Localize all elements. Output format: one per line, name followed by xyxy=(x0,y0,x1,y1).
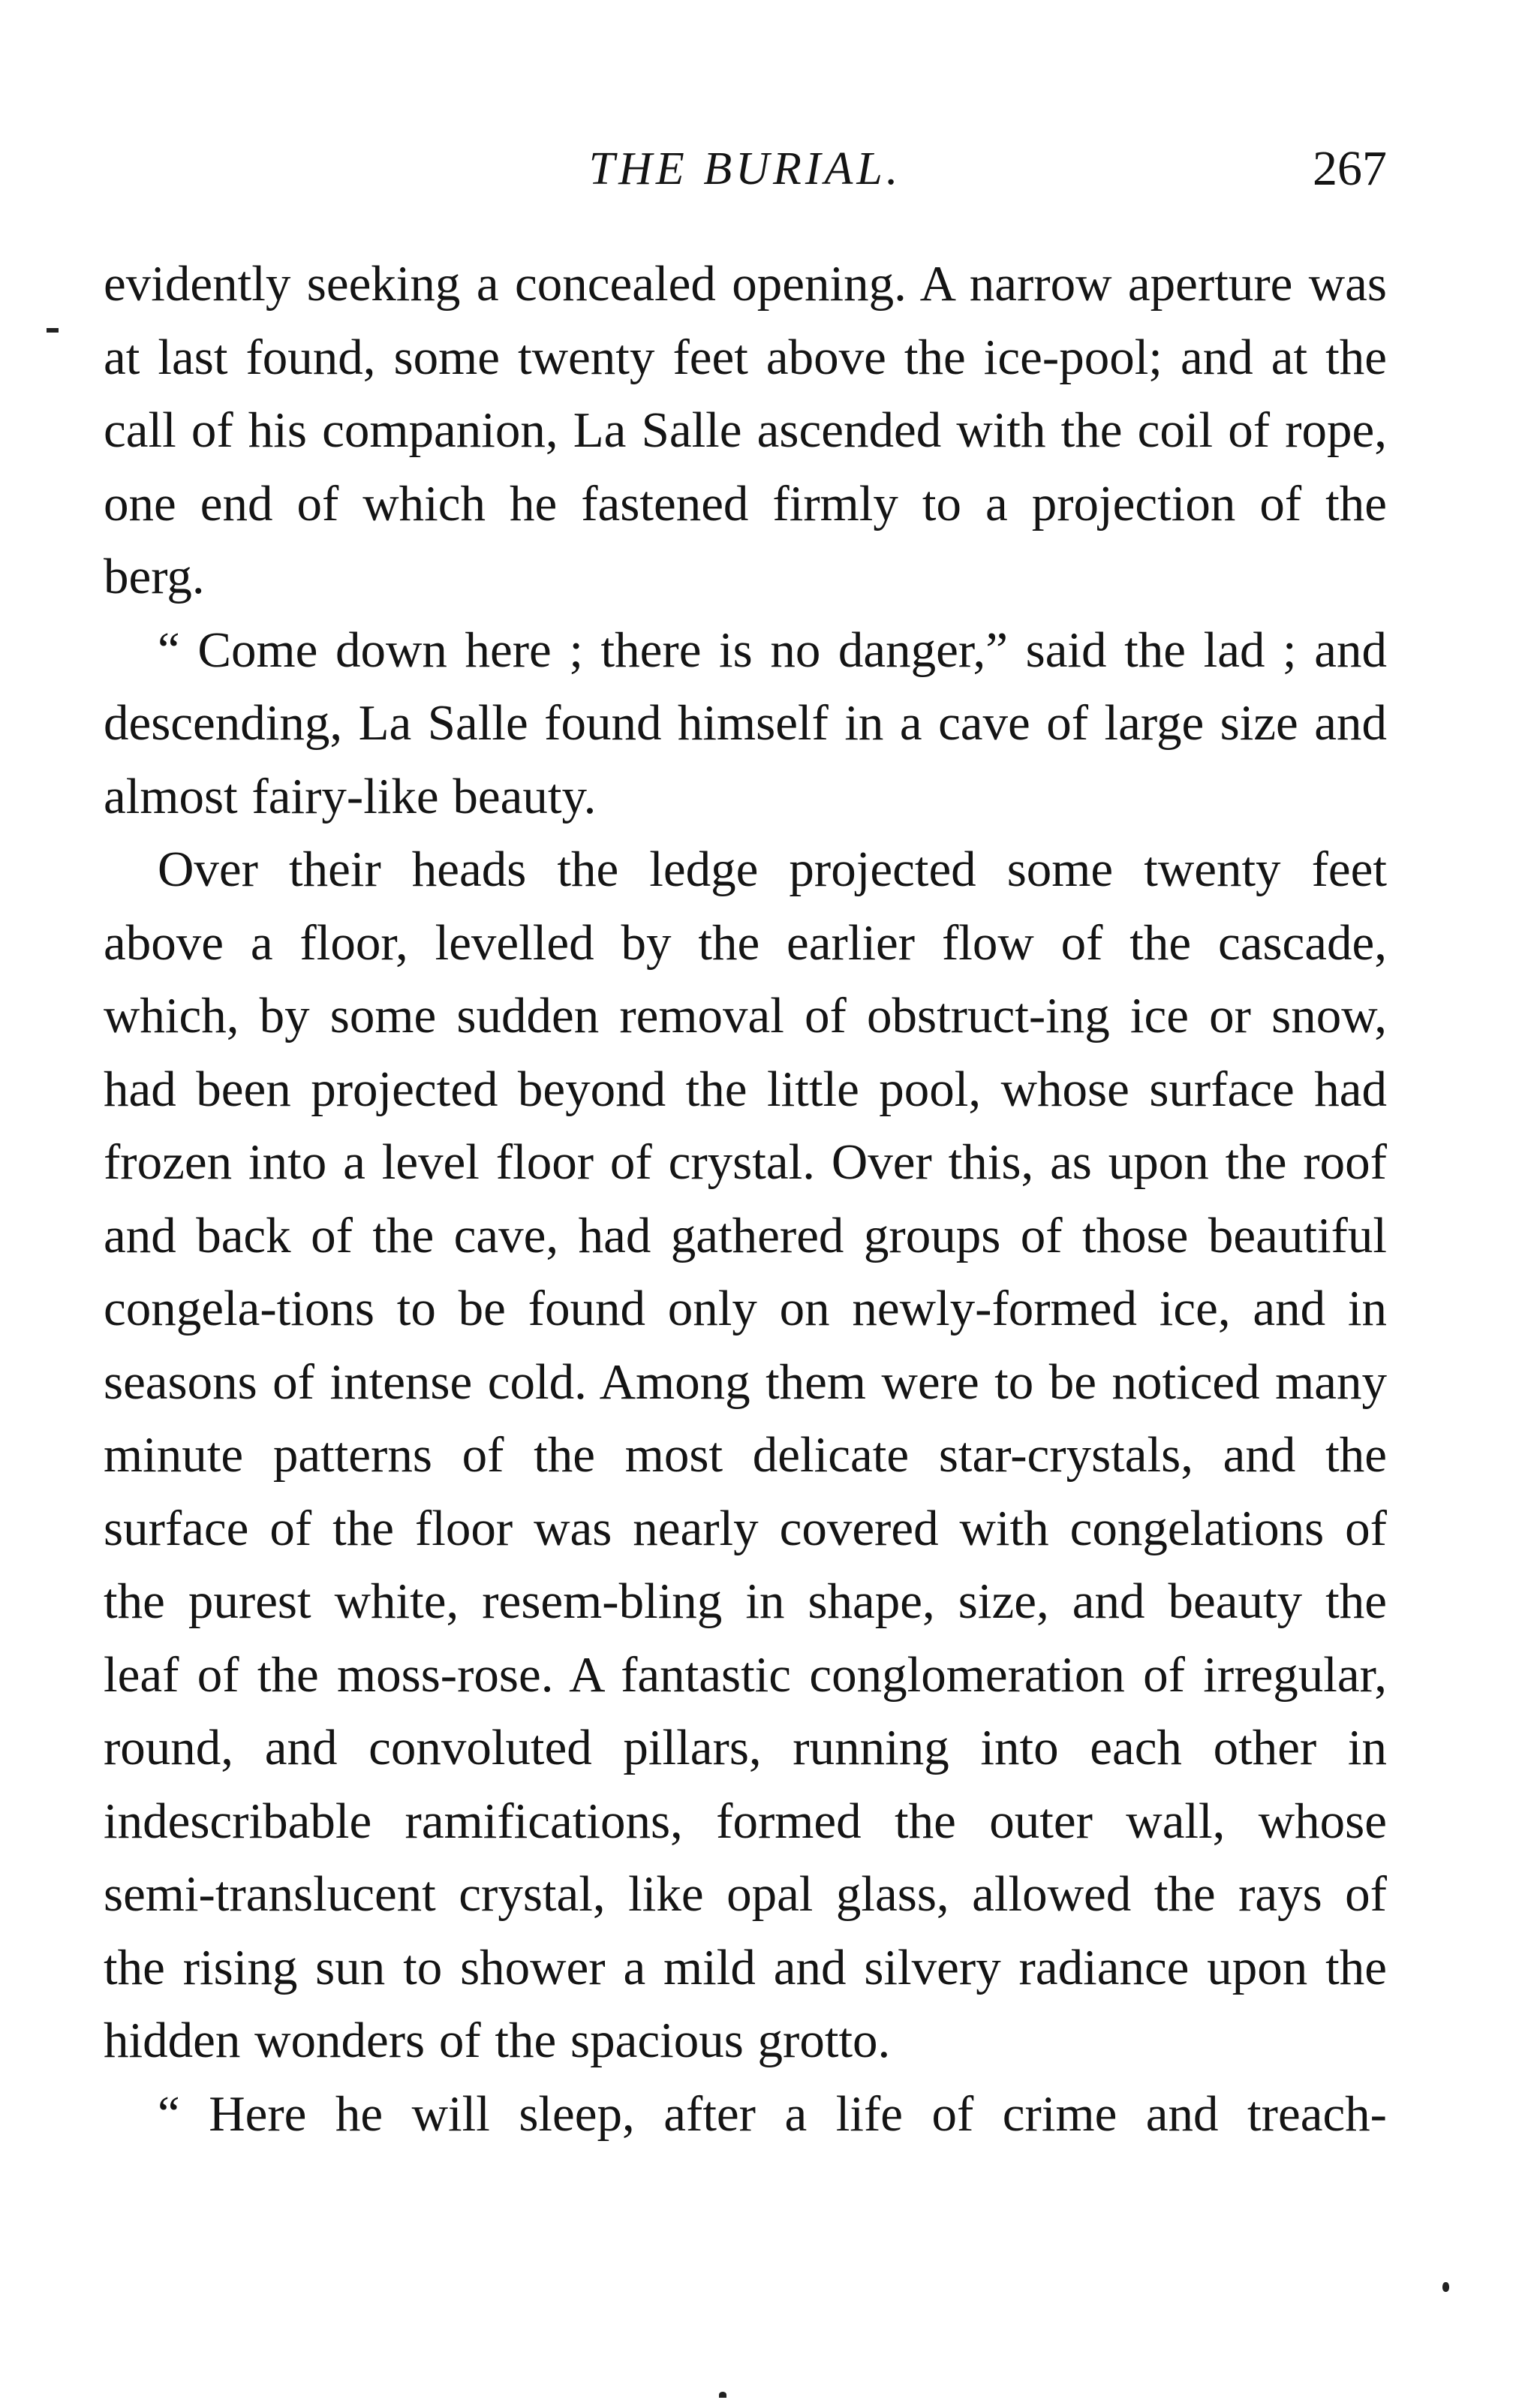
body-text xyxy=(104,248,1387,2151)
bottom-speck xyxy=(719,2392,726,2398)
paragraph-cave-description: Over their heads the ledge projected some twenty feet above a floor, levelled by the earlier flow of the cascade, which, by some sudden removal of obstruct-ing ice or snow, had been projected beyond the little pool, whose surface had frozen into a level floor of crystal. Over this, as upon the roof and back of the cave, had gathered groups of those beautiful congela-tions to be found only on newly-formed ice, and in seasons of intense cold. Among them were to be noticed many minute patterns of the most delicate star-crystals, and the surface of the floor was nearly covered with congelations of the purest white, resem-bling in shape, size, and beauty the leaf of the moss-rose. A fantastic conglomeration of irregular, round, and convoluted pillars, running into each other in indescribable ramifications, formed the outer wall, whose semi-translucent crystal, like opal glass, allowed the rays of the rising sun to shower a mild and silvery radiance upon the hidden wonders of the spacious grotto. xyxy=(104,842,1387,2068)
paragraph-dialogue: “ Come down here ; there is no danger,” said the lad ; and descending, La Salle found himself in a cave of large size and almost fairy-like beauty. xyxy=(104,622,1387,824)
page-number: 267 xyxy=(1313,141,1387,196)
margin-speck xyxy=(1442,2282,1449,2292)
running-title: THE BURIAL. xyxy=(588,143,902,194)
running-head xyxy=(104,135,1387,203)
paragraph-continued: evidently seeking a concealed opening. A narrow aperture was at last found, some twenty feet above the ice-pool; and at the call of his companion, La Salle ascended with the coil of rope, one end of which he fastened firmly to a projection of the berg. xyxy=(104,256,1387,604)
paragraph-dialogue-continued: “ Here he will sleep, after a life of crime and treach- xyxy=(158,2085,1387,2142)
margin-mark xyxy=(47,328,59,333)
